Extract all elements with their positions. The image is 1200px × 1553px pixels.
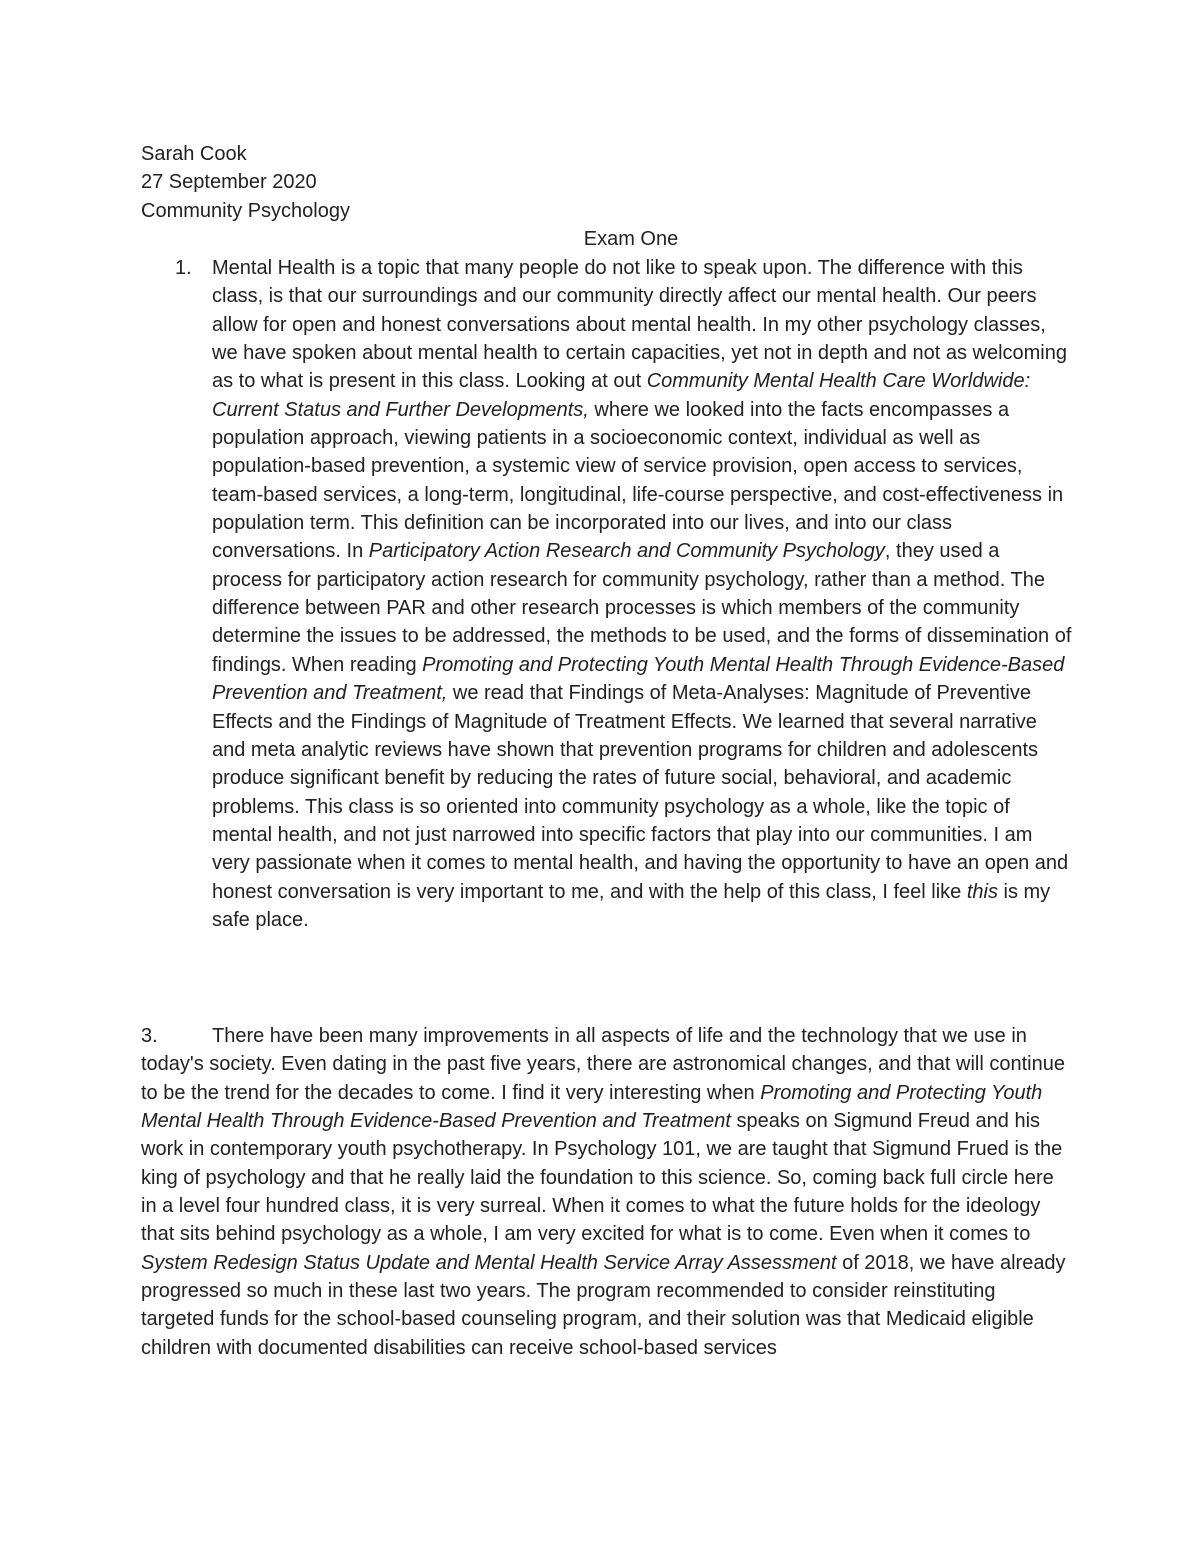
answer-3 xyxy=(141,1022,1071,1362)
answer-3-number: 3. xyxy=(141,1025,158,1047)
answer-1-citation: Participatory Action Research and Community Psychology xyxy=(368,540,885,563)
answer-1 xyxy=(141,254,1071,934)
answer-1-citation: Community Mental Health Care Worldwide: Current Status and Further Developments, xyxy=(212,370,1031,421)
answer-3-text: of 2018, we have already progressed so much in these last two years. The program recommended to consider reinstituting targeted funds for the school-based counseling program, and their solution was that Medicaid eligible children with documented disabilities can receive school-based services xyxy=(141,1251,1066,1359)
answer-1-body xyxy=(212,254,1072,934)
document-title-row xyxy=(0,225,1081,253)
answer-1-citation: Promoting and Protecting Youth Mental Health Through Evidence-Based Prevention and Treatment, xyxy=(212,653,1065,705)
course-name: Community Psychology xyxy=(141,199,350,222)
author-name: Sarah Cook xyxy=(141,143,247,165)
answer-1-number: 1. xyxy=(175,257,192,279)
answer-1-text: we read that Findings of Meta-Analyses: Magnitude of Preventive Effects and the Findings of Magnitude of Treatment Effects. We learned that several narrative and meta analytic reviews have shown that prevention programs for children and adolescents produce significant benefit by reducing the rates of future social, behavioral, and academic problems. This class is so oriented into community psychology as a whole, like the topic of mental health, and not just narrowed into specific factors that play into our communities. I am very passionate when it comes to mental health, and having the opportunity to have an open and honest conversation is very important to me, and with the help of this class, I feel like xyxy=(212,682,1069,903)
answer-1-text: is my safe place. xyxy=(212,880,1051,931)
answer-3-text: There have been many improvements in all aspects of life and the technology that we use in today's society. Even dating in the past five years, there are astronomical changes, and that will continue to be the trend for the decades to come. I find it very interesting when xyxy=(141,1025,1065,1104)
answer-3-citation: Promoting and Protecting Youth Mental Health Through Evidence-Based Prevention and Treatment xyxy=(141,1081,1043,1133)
answer-3-citation: System Redesign Status Update and Mental Health Service Array Assessment xyxy=(141,1251,837,1274)
document-date: 27 September 2020 xyxy=(141,171,317,194)
answer-1-emphasis: this xyxy=(966,880,998,903)
answer-1-text: , they used a process for participatory action research for community psychology, rather than a method. The difference between PAR and other research processes is which members of the community determine the issues to be addressed, the methods to be used, and the forms of dissemination of findings. When reading xyxy=(212,540,1072,676)
answer-1-text: where we looked into the facts encompasses a population approach, viewing patients in a socioeconomic context, individual as well as population-based prevention, a systemic view of service provision, open access to services, team-based services, a long-term, longitudinal, life-course perspective, and cost-effectiveness in population term. This definition can be incorporated into our lives, and into our class conversations. In xyxy=(212,398,1064,563)
document-header xyxy=(141,140,1081,253)
answer-3-body xyxy=(141,1022,1071,1362)
answer-1-text: Mental Health is a topic that many people do not like to speak upon. The difference with this class, is that our surroundings and our community directly affect our mental health. Our peers allow for open and honest conversations about mental health. In my other psychology classes, we have spoken about mental health to certain capacities, yet not in depth and not as welcoming as to what is present in this class. Looking at out xyxy=(212,257,1067,393)
document-title: Exam One xyxy=(583,228,679,251)
answer-3-text: speaks on Sigmund Freud and his work in contemporary youth psychotherapy. In Psychology 101, we are taught that Sigmund Frued is the king of psychology and that he really laid the foundation to this science. So, coming back full circle here in a level four hundred class, it is very surreal. When it comes to what the future holds for the ideology that sits behind psychology as a whole, I am very excited for what is to come. Even when it comes to xyxy=(141,1110,1063,1246)
